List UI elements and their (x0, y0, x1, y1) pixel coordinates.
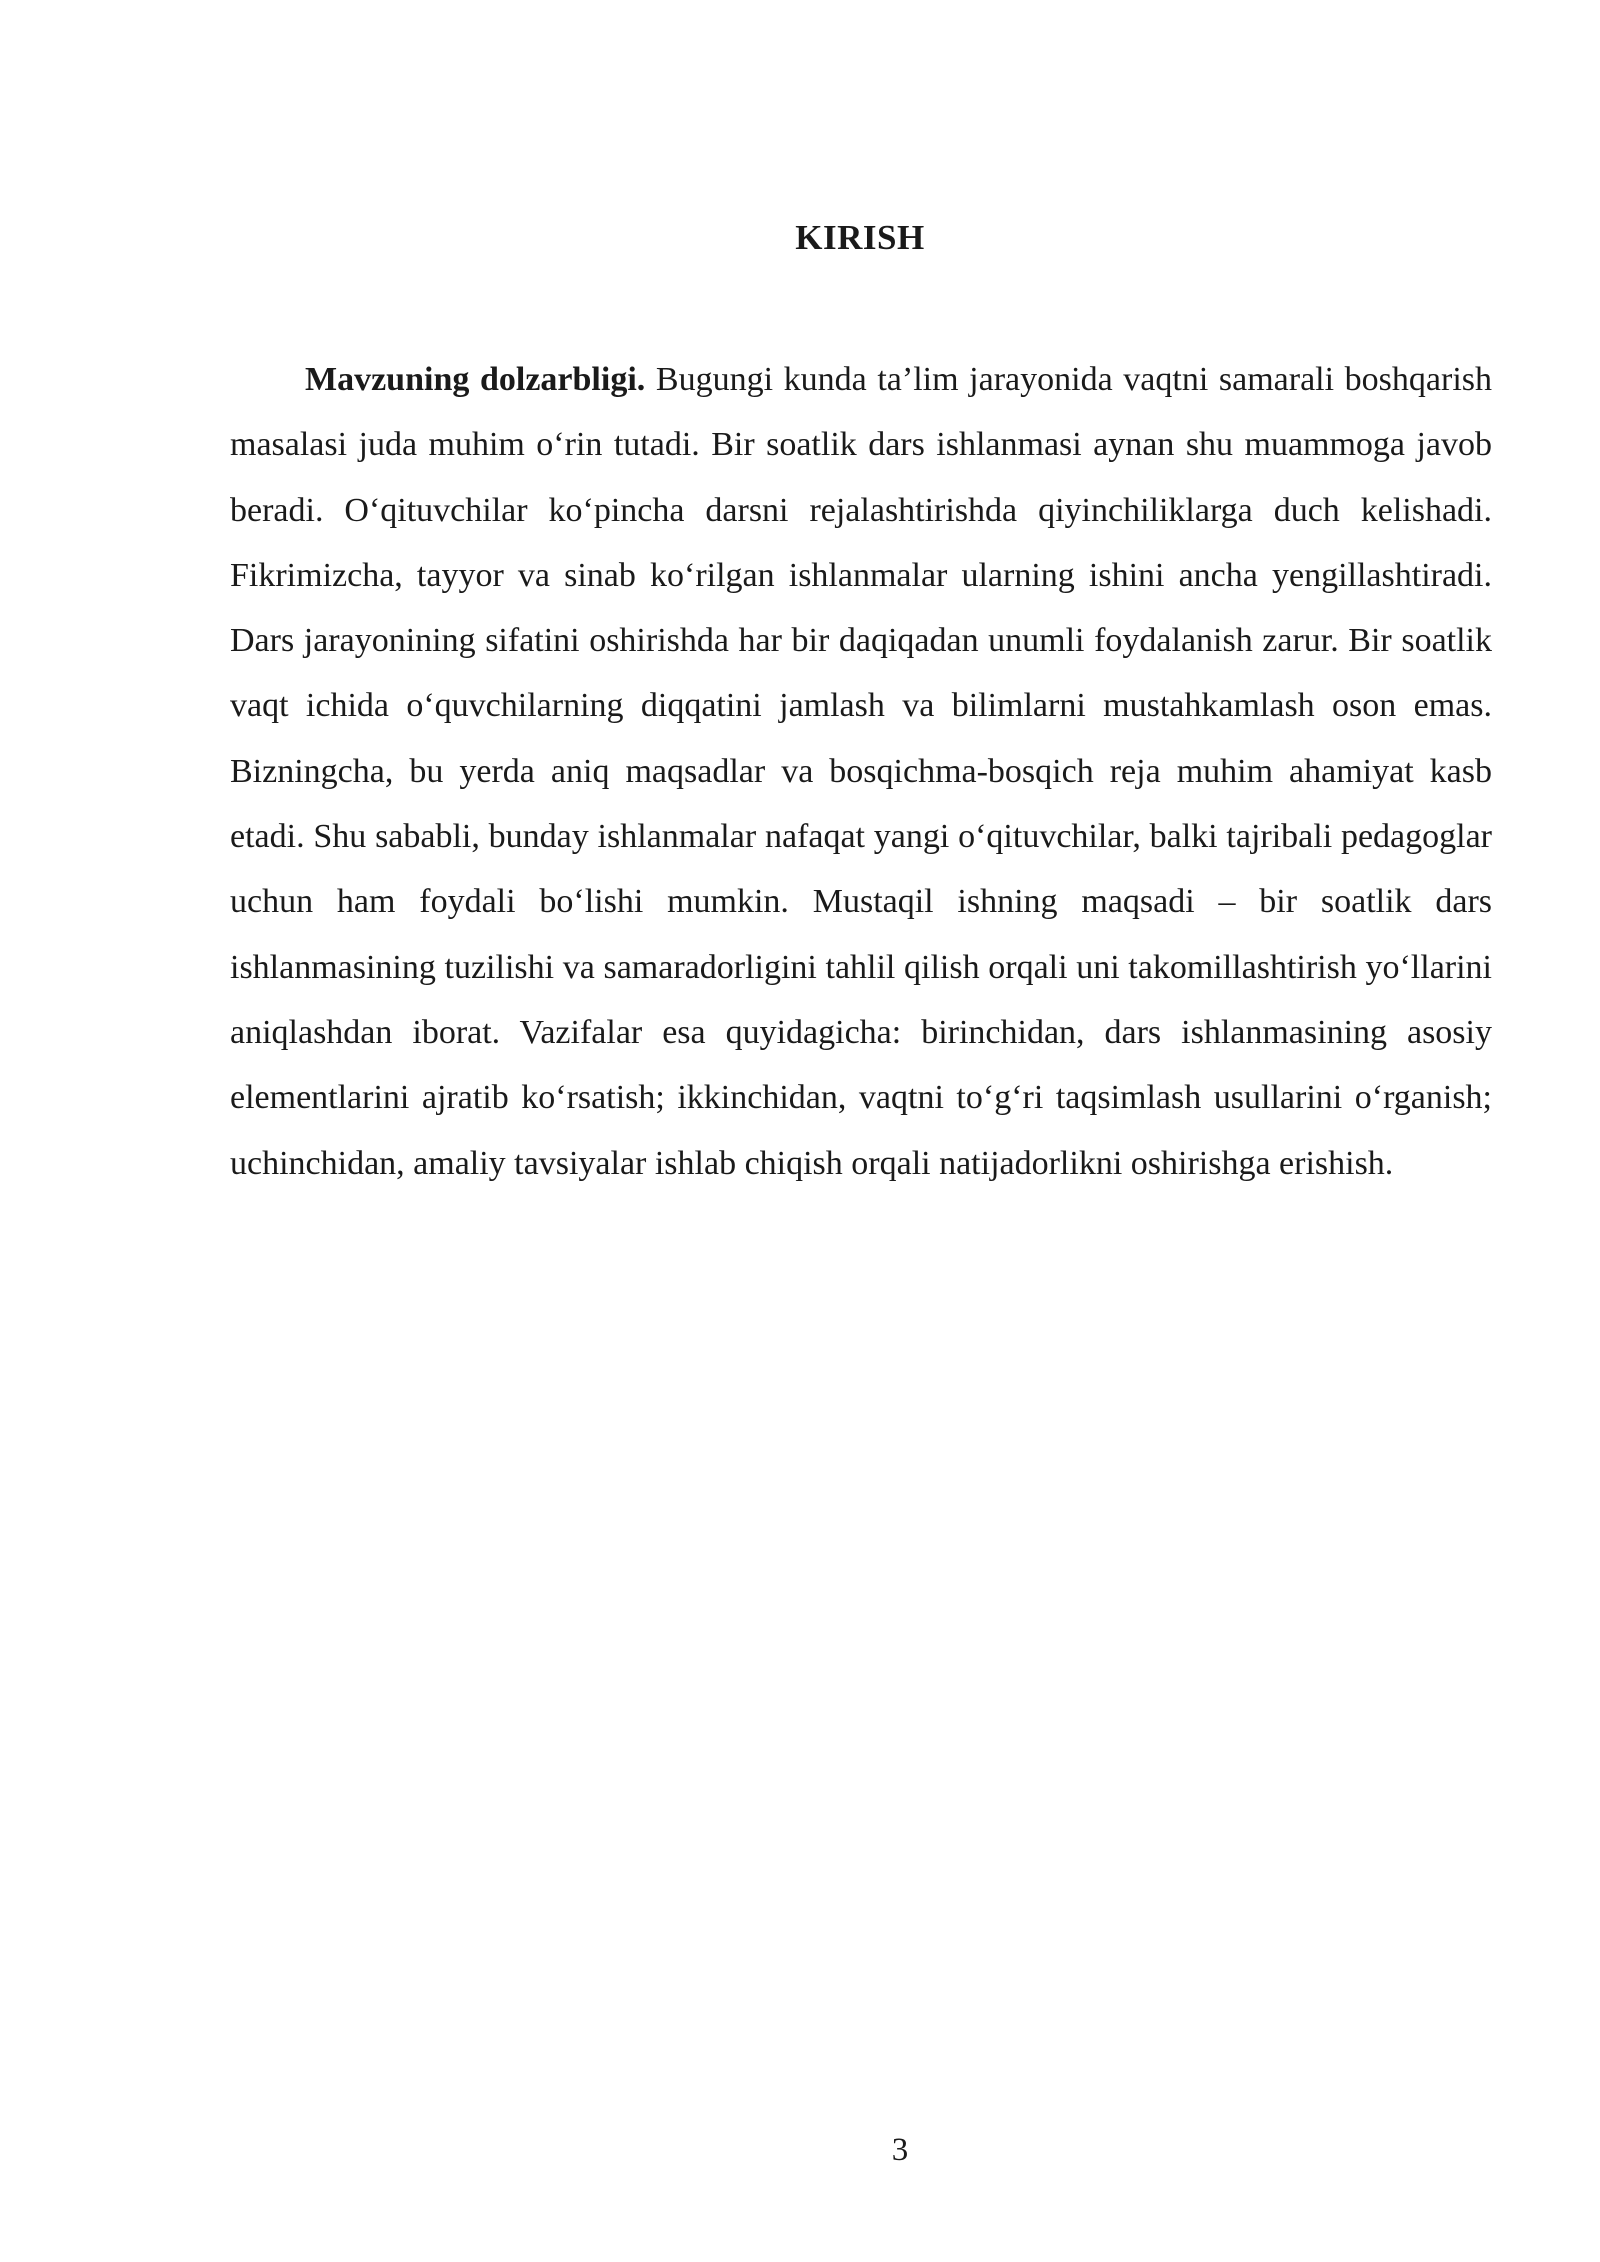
paragraph-body-text: Bugungi kunda ta’lim jarayonida vaqtni samarali boshqarish masalasi juda muhim o‘rin tutadi. Bir soatlik dars ishlanmasi aynan shu muammoga javob beradi. O‘qituvchilar ko‘pincha darsni rejalashtirishda qiyinchiliklarga duch kelishadi. Fikrimizcha, tayyor va sinab ko‘rilgan ishlanmalar ularning ishini ancha yengillashtiradi. Dars jarayonining sifatini oshirishda har bir daqiqadan unumli foydalanish zarur. Bir soatlik vaqt ichida o‘quvchilarning diqqatini jamlash va bilimlarni mustahkamlash oson emas. Bizningcha, bu yerda aniq maqsadlar va bosqichma-bosqich reja muhim ahamiyat kasb etadi. Shu sababli, bunday ishlanmalar nafaqat yangi o‘qituvchilar, balki tajribali pedagoglar uchun ham foydali bo‘lishi mumkin. Mustaqil ishning maqsadi – bir soatlik dars ishlanmasining tuzilishi va samaradorligini tahlil qilish orqali uni takomillashtirish yo‘llarini aniqlashdan iborat. Vazifalar esa quyidagicha: birinchidan, dars ishlanmasining asosiy elementlarini ajratib ko‘rsatish; ikkinchidan, vaqtni to‘g‘ri taqsimlash usullarini o‘rganish; uchinchidan, amaliy tavsiyalar ishlab chiqish orqali natijadorlikni oshirishga erishish. (230, 361, 1492, 1182)
section-heading: KIRISH (795, 218, 925, 257)
paragraph-lead-phrase: Mavzuning dolzarbligi. (305, 361, 646, 398)
page-number: 3 (891, 2132, 909, 2168)
intro-paragraph (230, 347, 1492, 1196)
